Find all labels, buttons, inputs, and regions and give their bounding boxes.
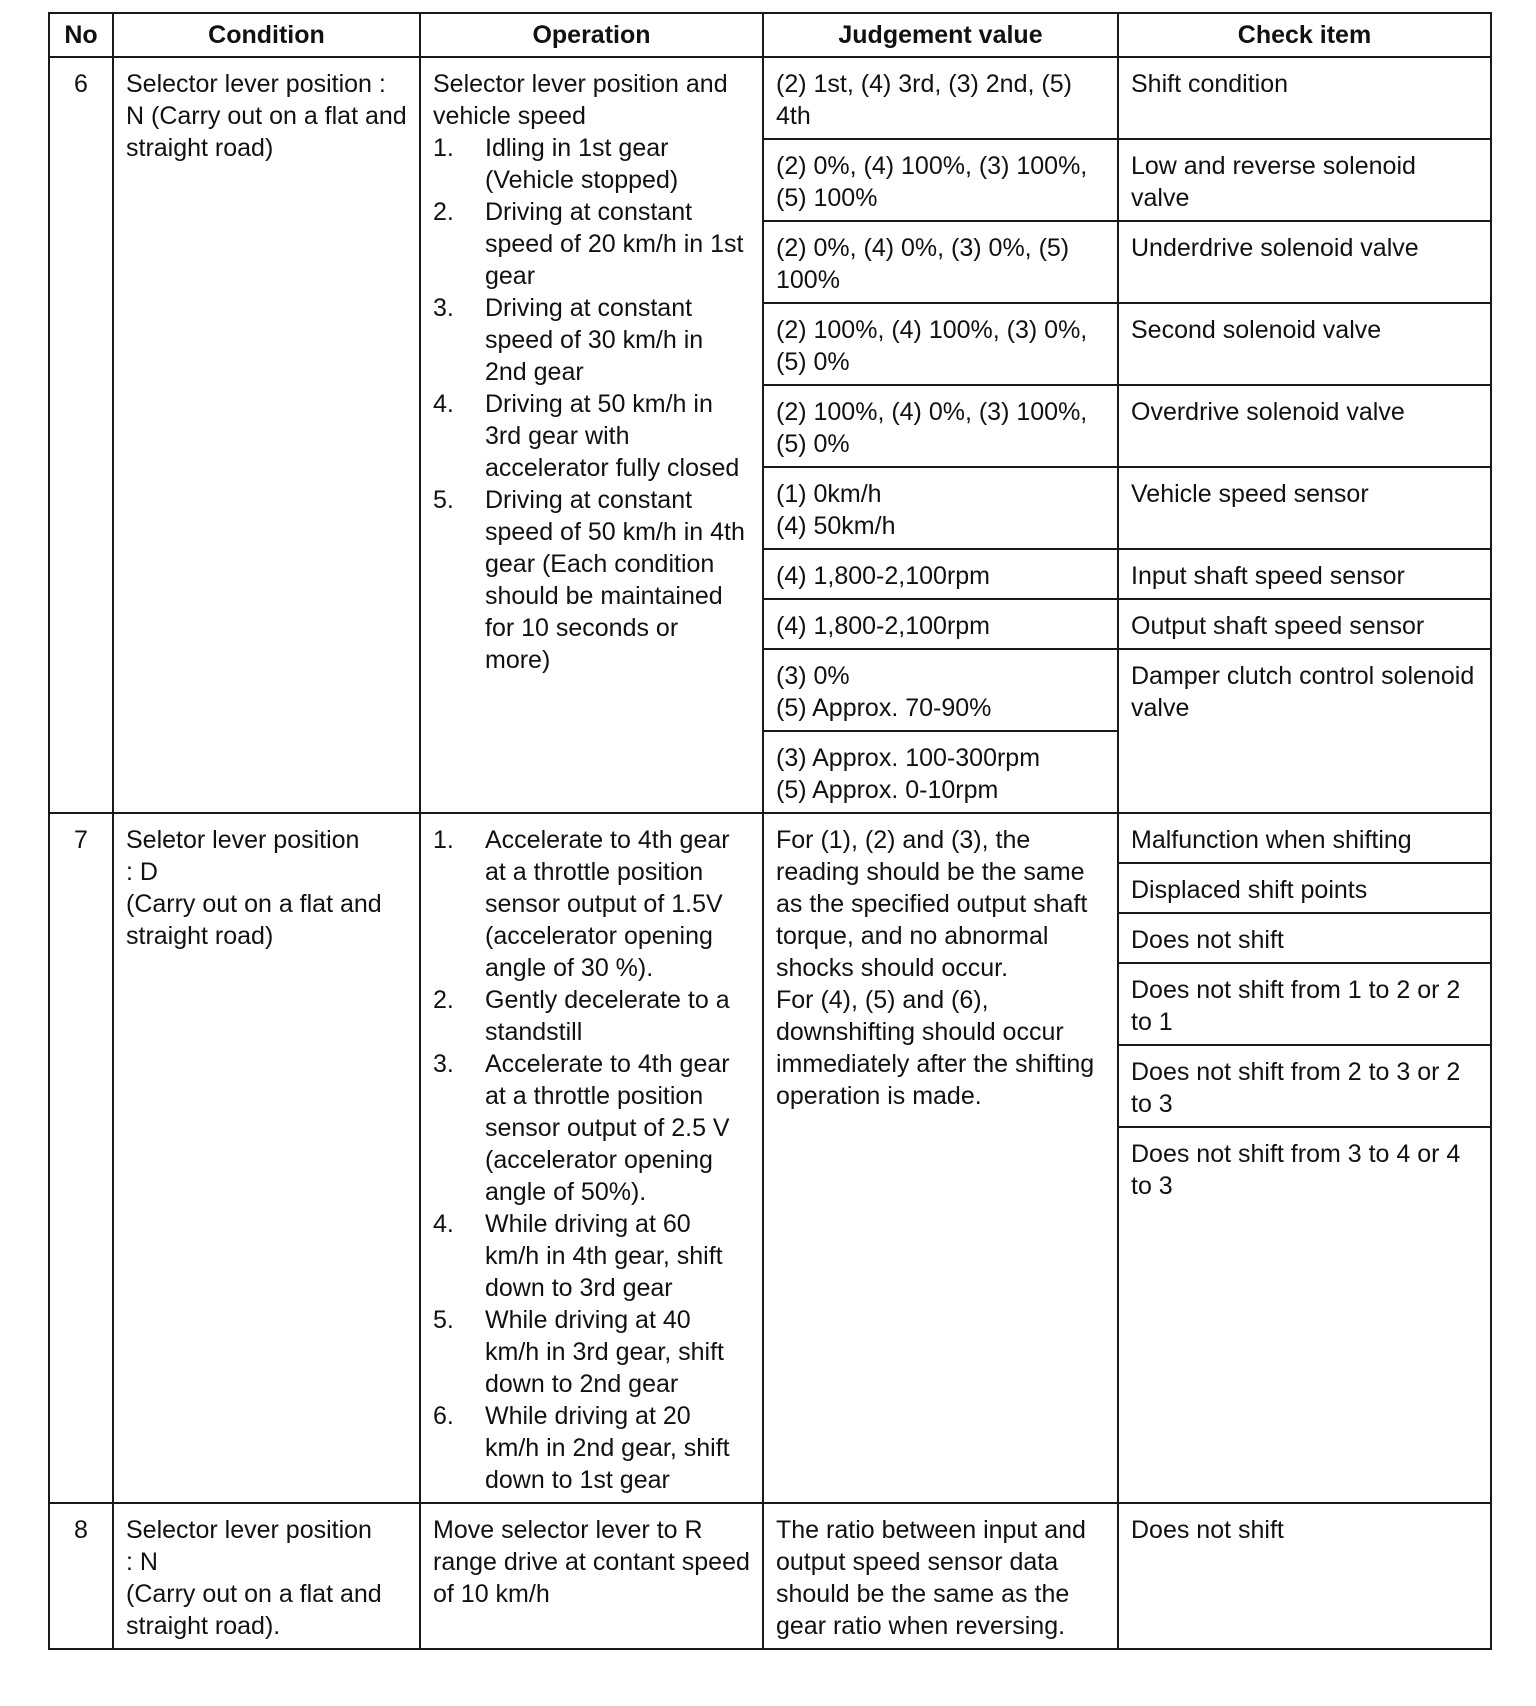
condition-line: Selector lever position (126, 1516, 372, 1544)
check-cell: Does not shift (1118, 1503, 1491, 1649)
operation-steps (433, 132, 750, 676)
header-operation: Operation (420, 13, 763, 57)
row-number: 6 (49, 57, 113, 813)
list-item (433, 824, 750, 984)
check-cell: Overdrive solenoid valve (1118, 385, 1491, 467)
step-text: Accelerate to 4th gear at a throttle position sensor output of 2.5 V (accelerator opening angle of 50%). (485, 1050, 730, 1206)
condition-cell: Selector lever position : N (Carry out on a flat and straight road) (113, 57, 420, 813)
judgement-line: (4) 50km/h (776, 512, 896, 540)
step-number: 4. (433, 390, 454, 418)
check-cell: Does not shift from 2 to 3 or 2 to 3 (1118, 1045, 1491, 1127)
step-text: Driving at 50 km/h in 3rd gear with accelerator fully closed (485, 390, 740, 482)
list-item (433, 984, 750, 1048)
step-text: While driving at 20 km/h in 2nd gear, shift down to 1st gear (485, 1402, 730, 1494)
step-number: 2. (433, 986, 454, 1014)
table-row (49, 1503, 1491, 1649)
check-cell: Does not shift from 3 to 4 or 4 to 3 (1118, 1127, 1491, 1503)
step-number: 1. (433, 826, 454, 854)
list-item (433, 196, 750, 292)
step-number: 5. (433, 486, 454, 514)
judgement-cell: (2) 0%, (4) 100%, (3) 100%, (5) 100% (763, 139, 1118, 221)
table-row (49, 813, 1491, 863)
header-no: No (49, 13, 113, 57)
check-cell: Damper clutch control solenoid valve (1118, 649, 1491, 813)
list-item (433, 132, 750, 196)
condition-line: (Carry out on a flat and straight road). (126, 1580, 382, 1640)
condition-line: Seletor lever position (126, 826, 360, 854)
judgement-cell: (4) 1,800-2,100rpm (763, 549, 1118, 599)
step-text: Driving at constant speed of 50 km/h in 4th gear (Each condition should be maintained for 10 seconds or more) (485, 486, 745, 674)
check-cell: Second solenoid valve (1118, 303, 1491, 385)
header-condition: Condition (113, 13, 420, 57)
operation-intro: Selector lever position and vehicle speed (433, 70, 728, 130)
judgement-line: (1) 0km/h (776, 480, 882, 508)
step-number: 4. (433, 1210, 454, 1238)
judgement-cell: (2) 100%, (4) 100%, (3) 0%, (5) 0% (763, 303, 1118, 385)
condition-line: : D (126, 858, 158, 886)
table-row (49, 57, 1491, 139)
list-item (433, 1208, 750, 1304)
check-cell: Output shaft speed sensor (1118, 599, 1491, 649)
step-number: 3. (433, 294, 454, 322)
operation-cell (420, 57, 763, 813)
judgement-cell (763, 813, 1118, 1503)
judgement-line: For (4), (5) and (6), downshifting should occur immediately after the shifting operation is made. (776, 986, 1095, 1110)
step-text: Driving at constant speed of 30 km/h in 2nd gear (485, 294, 704, 386)
judgement-line: (3) 0% (776, 662, 850, 690)
step-text: Gently decelerate to a standstill (485, 986, 730, 1046)
list-item (433, 1400, 750, 1496)
check-cell: Displaced shift points (1118, 863, 1491, 913)
judgement-line: (5) Approx. 0-10rpm (776, 776, 999, 804)
header-judgement: Judgement value (763, 13, 1118, 57)
judgement-line: For (1), (2) and (3), the reading should be the same as the specified output shaft torque, and no abnormal shocks should occur. (776, 826, 1088, 982)
row-number: 7 (49, 813, 113, 1503)
check-cell: Shift condition (1118, 57, 1491, 139)
step-text: Driving at constant speed of 20 km/h in 1st gear (485, 198, 744, 290)
operation-steps (433, 824, 750, 1496)
step-number: 3. (433, 1050, 454, 1078)
judgement-cell: (4) 1,800-2,100rpm (763, 599, 1118, 649)
list-item (433, 388, 750, 484)
check-cell: Does not shift (1118, 913, 1491, 963)
row-number: 8 (49, 1503, 113, 1649)
step-number: 1. (433, 134, 454, 162)
condition-line: (Carry out on a flat and straight road) (126, 890, 382, 950)
check-cell: Underdrive solenoid valve (1118, 221, 1491, 303)
judgement-line: (5) Approx. 70-90% (776, 694, 992, 722)
step-number: 2. (433, 198, 454, 226)
step-number: 5. (433, 1306, 454, 1334)
judgement-cell (763, 649, 1118, 731)
list-item (433, 1048, 750, 1208)
check-cell: Input shaft speed sensor (1118, 549, 1491, 599)
judgement-cell: (2) 100%, (4) 0%, (3) 100%, (5) 0% (763, 385, 1118, 467)
judgement-cell (763, 731, 1118, 813)
check-cell: Low and reverse solenoid valve (1118, 139, 1491, 221)
operation-cell: Move selector lever to R range drive at contant speed of 10 km/h (420, 1503, 763, 1649)
operation-cell (420, 813, 763, 1503)
inspection-table (48, 12, 1492, 1650)
judgement-line: (3) Approx. 100-300rpm (776, 744, 1041, 772)
condition-cell (113, 813, 420, 1503)
list-item (433, 292, 750, 388)
judgement-cell: (2) 0%, (4) 0%, (3) 0%, (5) 100% (763, 221, 1118, 303)
header-check: Check item (1118, 13, 1491, 57)
step-text: While driving at 60 km/h in 4th gear, shift down to 3rd gear (485, 1210, 723, 1302)
list-item (433, 484, 750, 676)
step-number: 6. (433, 1402, 454, 1430)
check-cell: Does not shift from 1 to 2 or 2 to 1 (1118, 963, 1491, 1045)
check-cell: Malfunction when shifting (1118, 813, 1491, 863)
judgement-cell (763, 467, 1118, 549)
condition-cell (113, 1503, 420, 1649)
header-row (49, 13, 1491, 57)
step-text: Accelerate to 4th gear at a throttle position sensor output of 1.5V (accelerator opening angle of 30 %). (485, 826, 730, 982)
condition-line: : N (126, 1548, 158, 1576)
step-text: Idling in 1st gear (Vehicle stopped) (485, 134, 679, 194)
judgement-cell: (2) 1st, (4) 3rd, (3) 2nd, (5) 4th (763, 57, 1118, 139)
list-item (433, 1304, 750, 1400)
judgement-cell: The ratio between input and output speed sensor data should be the same as the gear ratio when reversing. (763, 1503, 1118, 1649)
step-text: While driving at 40 km/h in 3rd gear, shift down to 2nd gear (485, 1306, 725, 1398)
check-cell: Vehicle speed sensor (1118, 467, 1491, 549)
